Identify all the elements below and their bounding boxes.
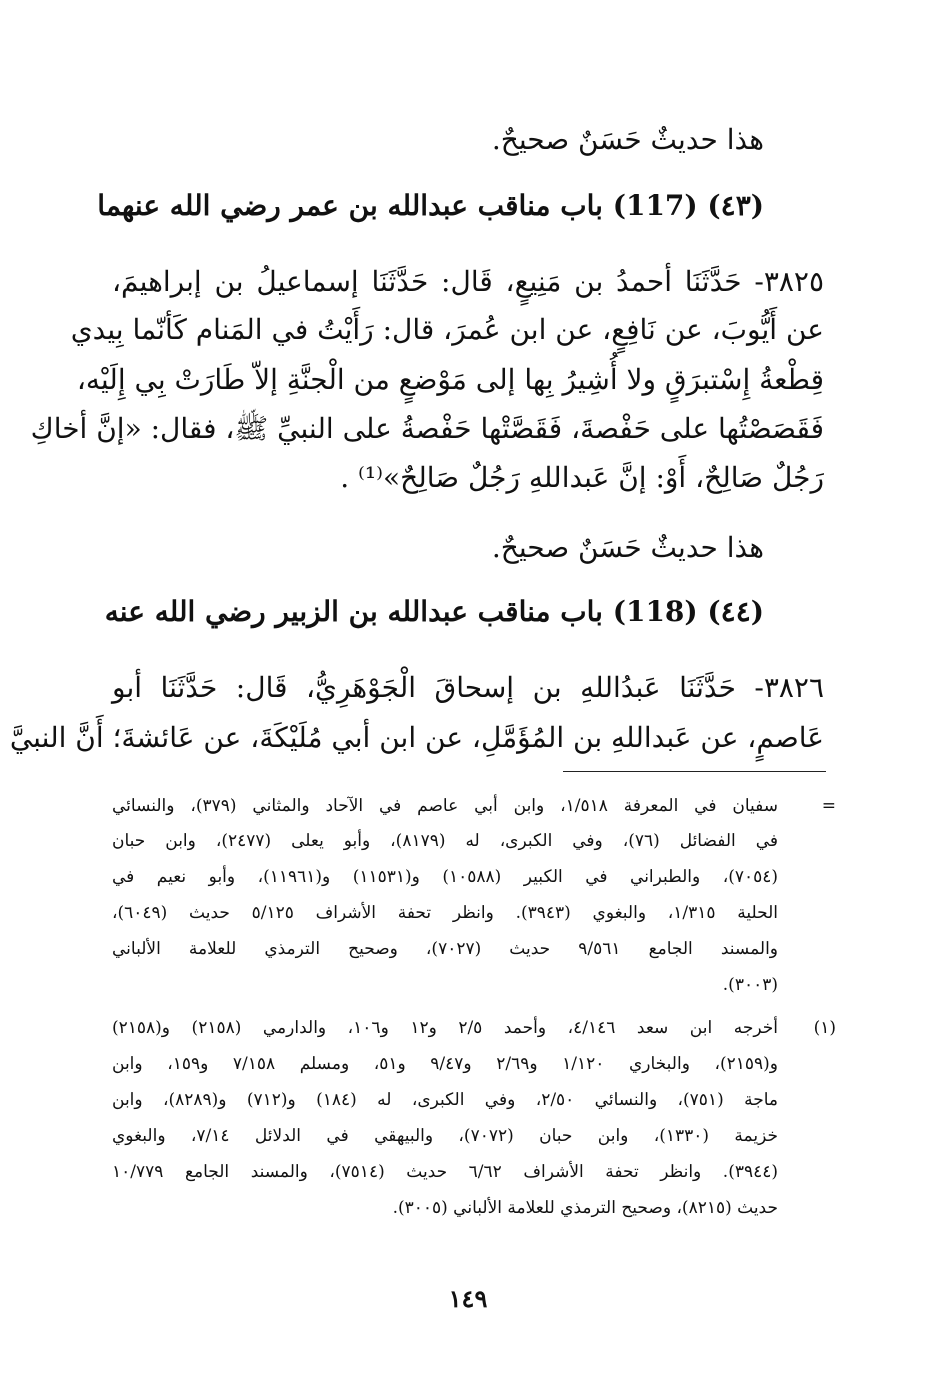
text-line: فَقَصَصْتُها على حَفْصةَ، فَقَصَّتْها حَفْصةُ على النبيِّ ﷺ، فقال: «إنَّ أخاكِ bbox=[30, 412, 824, 445]
footnote-line: أخرجه ابن سعد ٤/١٤٦، وأحمد ٢/٥ و١٢ و١٠٦، والدارمي (٢١٥٨) و(٢١٥٨) bbox=[112, 1018, 778, 1038]
footnote-line: (٣٩٤٤). وانظر تحفة الأشراف ٦/٦٢ حديث (٧٥١٤)، والمسند الجامع ١٠/٧٧٩ bbox=[112, 1162, 779, 1182]
footnote-line: (٧٠٥٤)، والطبراني في الكبير (١٠٥٨٨) و(١١٥٣١) و(١١٩٦١)، وأبو نعيم في bbox=[112, 867, 778, 887]
footnote-line: و(٢١٥٩)، والبخاري ١/١٢٠ و٢/٦٩ و٩/٤٧ و٥١، ومسلم ٧/١٥٨ و١٥٩، وابن bbox=[112, 1054, 778, 1074]
footnote-line: (٣٠٠٣). bbox=[722, 975, 778, 995]
text-line: رَجُلٌ صَالِحٌ، أَوْ: إنَّ عَبداللهِ رَجُلٌ صَالِحٌ»⁽¹⁾ . bbox=[340, 461, 824, 494]
text-line: ٣٨٢٥- حَدَّثَنَا أحمدُ بن مَنِيعٍ، قَال: حَدَّثَنَا إسماعيلُ بن إبراهيمَ، bbox=[112, 265, 824, 298]
footnote-number: (١) bbox=[813, 1018, 836, 1038]
chapter-heading: (٤٤) (118) باب مناقب عبدالله بن الزبير رضي الله عنه bbox=[104, 595, 764, 628]
page-number: ١٤٩ bbox=[448, 1284, 488, 1313]
hadith-grade: هذا حديثٌ حَسَنٌ صحيحٌ. bbox=[491, 531, 764, 564]
footnote-line: خزيمة (١٣٣٠)، وابن حبان (٧٠٧٢)، والبيهقي في الدلائل ٧/١٤، والبغوي bbox=[112, 1126, 778, 1146]
footnote-line: والمسند الجامع ٩/٥٦١ حديث (٧٠٢٧)، وصحيح الترمذي للعلامة الألباني bbox=[112, 939, 779, 959]
continuation-marker: = bbox=[821, 796, 836, 816]
chapter-heading: (٤٣) (117) باب مناقب عبدالله بن عمر رضي الله عنهما bbox=[97, 189, 764, 222]
footnote-line: ماجة (٧٥١)، والنسائي ٢/٥٠، وفي الكبرى، له (١٨٤) و(٧١٢) و(٨٢٨٩)، وابن bbox=[112, 1090, 778, 1110]
hadith-grade: هذا حديثٌ حَسَنٌ صحيحٌ. bbox=[491, 123, 764, 156]
footnote-line: سفيان في المعرفة ١/٥١٨، وابن أبي عاصم في الآحاد والمثاني (٣٧٩)، والنسائي bbox=[112, 796, 779, 816]
footnote-separator bbox=[563, 771, 826, 772]
footnote-line: حديث (٨٢١٥)، وصحيح الترمذي للعلامة الألباني (٣٠٠٥). bbox=[392, 1198, 778, 1218]
text-line: قِطْعةُ إِسْتبرَقٍ ولا أُشِيرُ بِها إلى مَوْضعٍ من الْجنَّةِ إلاّ طَارَتْ بِي إِلَيْه، bbox=[76, 363, 824, 396]
text-line: عن أَيُّوبَ، عن نَافِعٍ، عن ابن عُمرَ، قال: رَأَيْتُ في المَنام كَأنّما بِيدي bbox=[70, 313, 824, 346]
text-line: ٣٨٢٦- حَدَّثَنَا عَبدُاللهِ بن إسحاقَ الْجَوْهَرِيُّ، قَال: حَدَّثَنَا أبو bbox=[112, 671, 824, 704]
footnote-line: في الفضائل (٧٦)، وفي الكبرى، له (٨١٧٩)، وأبو يعلى (٢٤٧٧)، وابن حبان bbox=[112, 831, 778, 851]
footnote-line: الحلية ١/٣١٥، والبغوي (٣٩٤٣). وانظر تحفة الأشراف ٥/١٢٥ حديث (٦٠٤٩)، bbox=[112, 903, 779, 923]
text-line: عَاصمٍ، عن عَبداللهِ بن المُؤَمَّلِ، عن ابن أبي مُلَيْكَةَ، عن عَائشةَ؛ أَنَّ النبيَّ bbox=[9, 721, 824, 754]
